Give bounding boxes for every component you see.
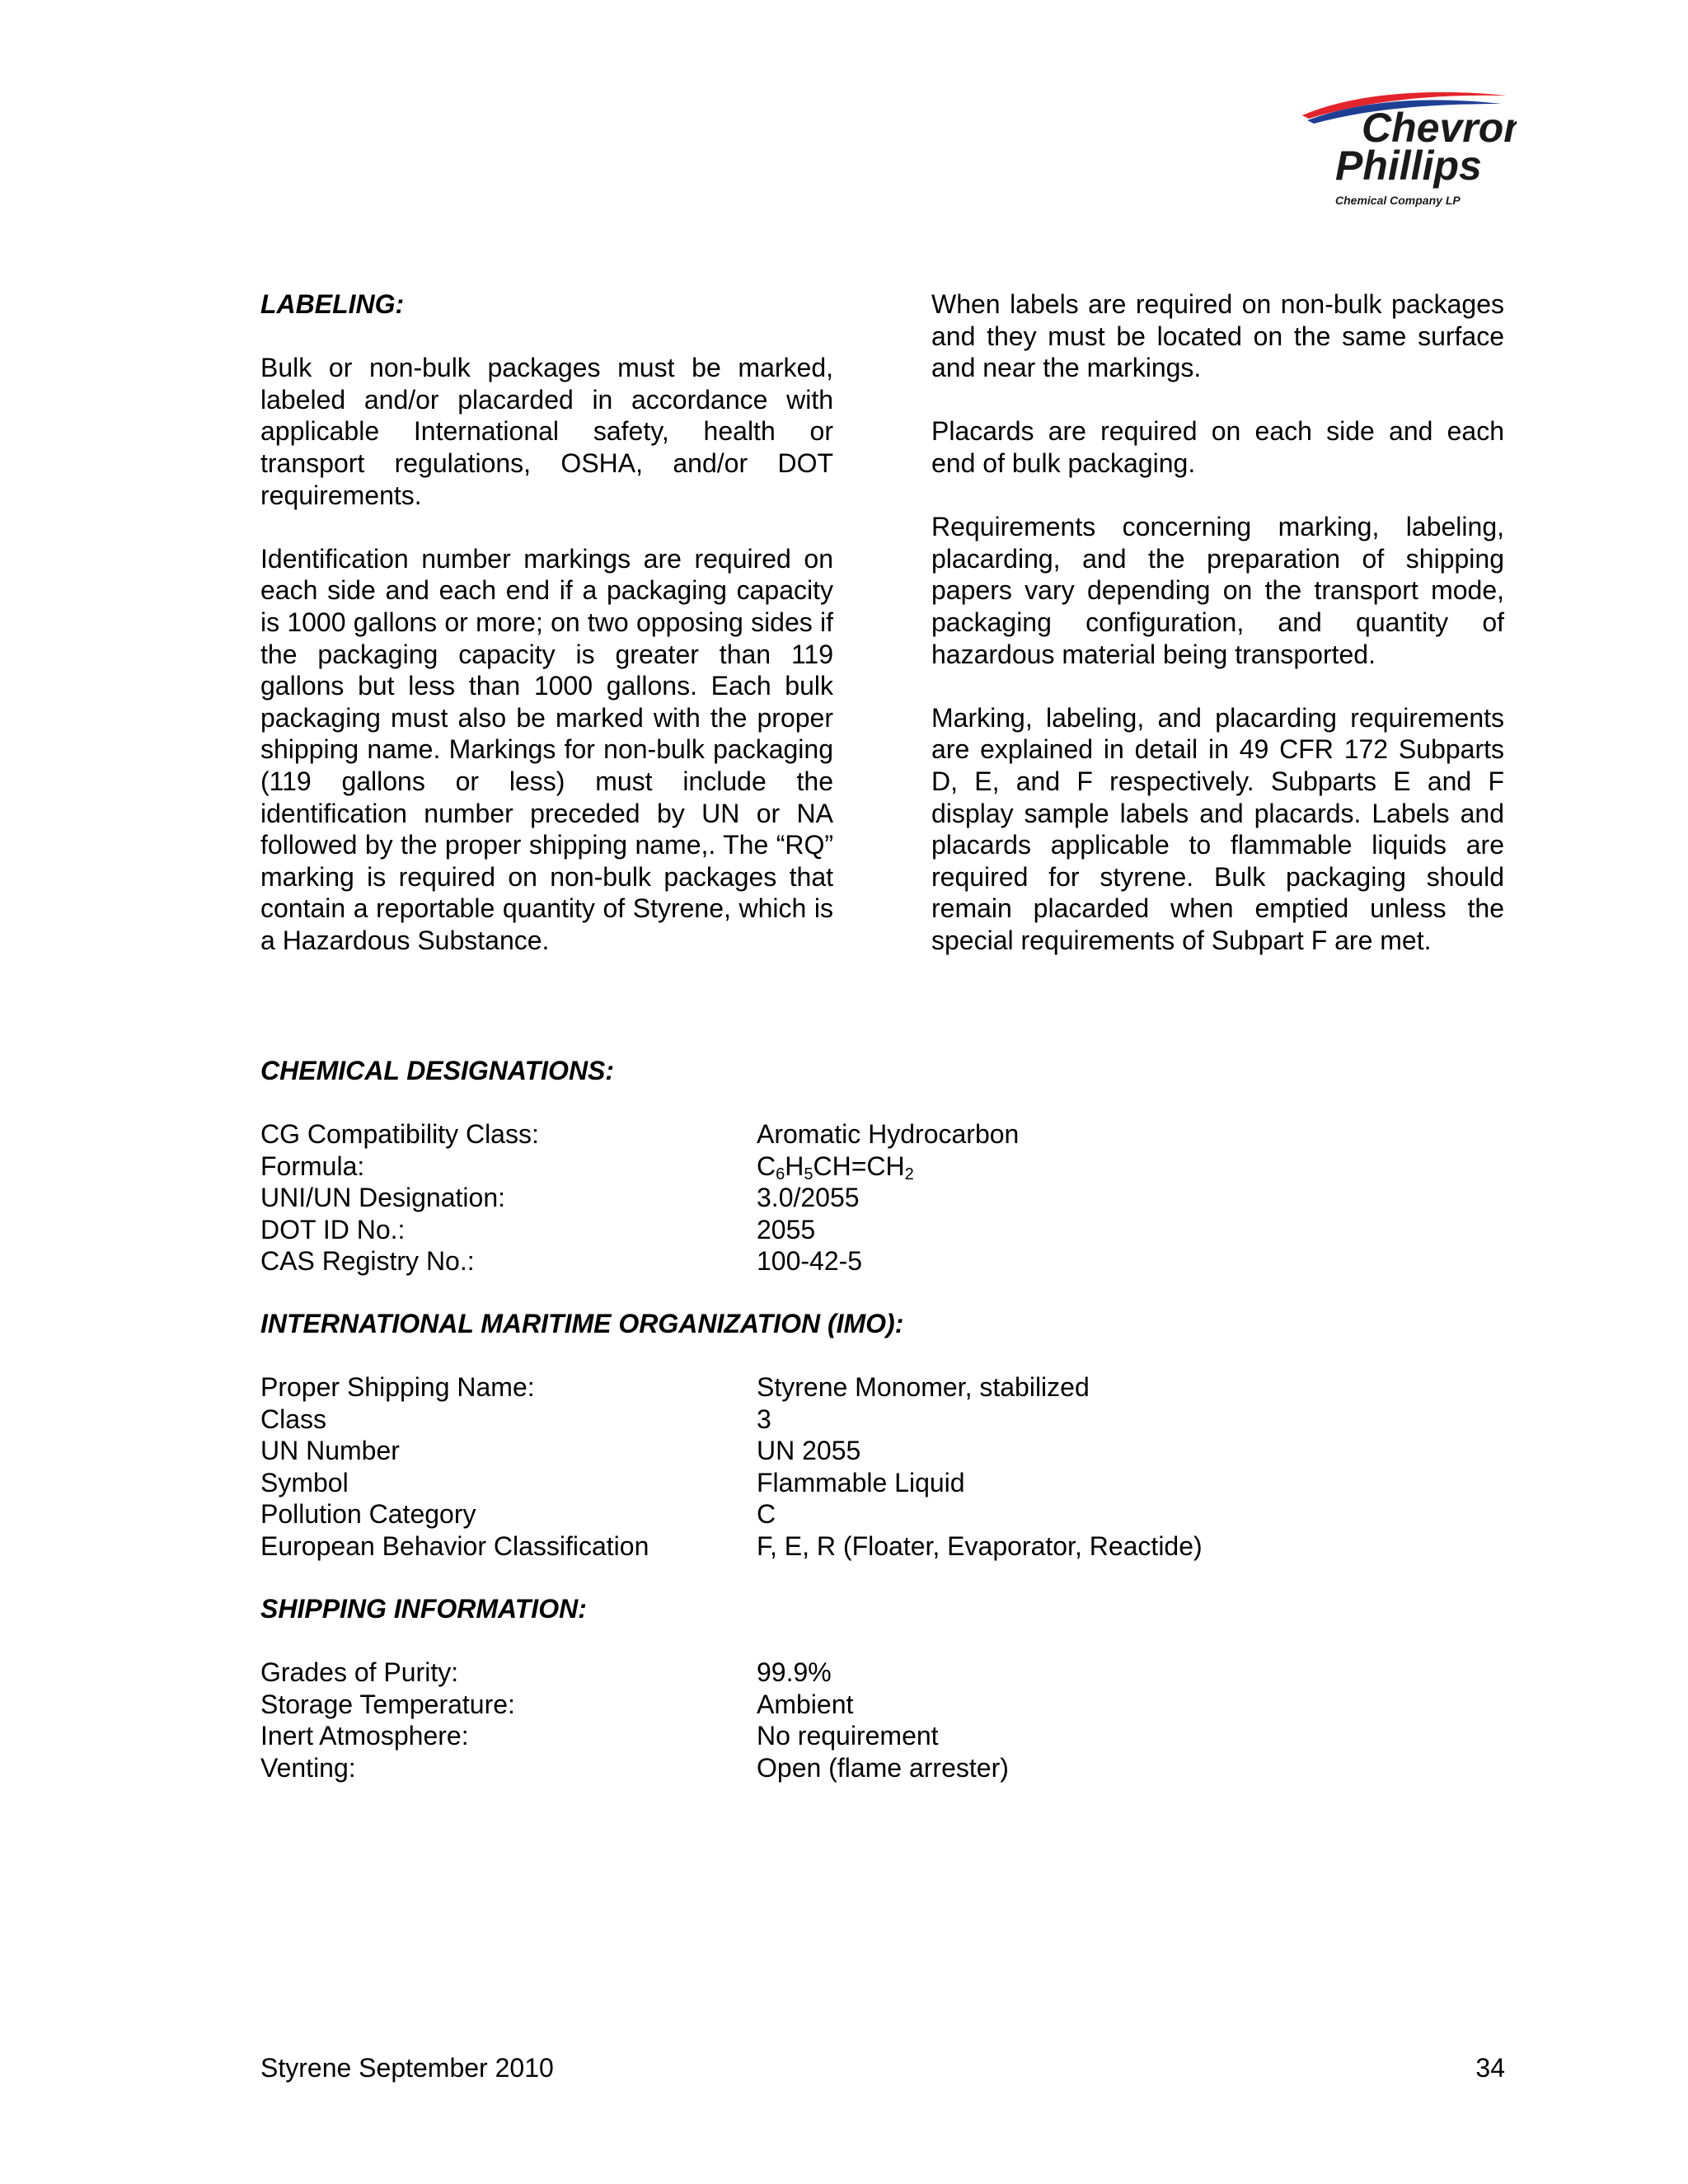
chevron-phillips-logo-graphic	[1286, 82, 1517, 214]
row-label: Pollution Category	[260, 1499, 476, 1530]
logo-line3: Chemical Company LP	[1335, 194, 1461, 207]
labeling-right-column	[931, 288, 1504, 988]
shipping-information-heading: SHIPPING INFORMATION:	[260, 1594, 587, 1624]
row-label: DOT ID No.:	[260, 1214, 406, 1244]
table-row	[260, 1752, 1497, 1784]
row-label: CG Compatibility Class:	[260, 1119, 539, 1149]
chemical-designations-heading: CHEMICAL DESIGNATIONS:	[260, 1056, 615, 1085]
table-row	[260, 1498, 1497, 1530]
row-value: C	[757, 1499, 776, 1530]
labeling-left-paragraph: Identification number markings are required on each side and each end if a packaging capacity is 1000 gallons or more; on two opposing sides if the packaging capacity is greater than 119 gallons but less than 1000 gallons. Each bulk packaging must also be marked with the proper shipping name. Markings for non-bulk packaging (119 gallons or less) must include the identification number preceded by UN or NA followed by the proper shipping name,. The “RQ” marking is required on non-bulk packages that contain a reportable quantity of Styrene, which is a Hazardous Substance.	[260, 543, 833, 955]
row-value: 2055	[757, 1214, 816, 1244]
row-label: Symbol	[260, 1467, 349, 1497]
formula-value: $C_6H_5CH=CH_2$	[757, 1151, 914, 1183]
table-row	[260, 1182, 1497, 1214]
shipping-information-table	[260, 1657, 1497, 1783]
labeling-right-paragraph: Marking, labeling, and placarding requirements are explained in detail in 49 CFR 172 Subparts D, E, and F respectively. Subparts E and F display sample labels and placards. Labels and placards applicable to flammable liquids are required for styrene. Bulk packaging should remain placarded when emptied unless the special requirements of Subpart F are met.	[931, 702, 1504, 955]
row-value: Styrene Monomer, stabilized	[757, 1372, 1090, 1402]
row-label: Class	[260, 1404, 327, 1434]
chevron-phillips-logo	[1286, 82, 1517, 214]
row-label: European Behavior Classification	[260, 1530, 649, 1561]
row-label: Storage Temperature:	[260, 1689, 515, 1719]
table-row	[260, 1689, 1497, 1721]
row-label: Formula:	[260, 1151, 365, 1181]
row-label: Grades of Purity:	[260, 1657, 459, 1687]
row-label: CAS Registry No.:	[260, 1246, 475, 1277]
table-row	[260, 1435, 1497, 1467]
table-row	[260, 1214, 1497, 1246]
labeling-left-column	[260, 288, 833, 988]
labeling-right-paragraph: Requirements concerning marking, labeling, placarding, and the preparation of shipping papers vary depending on the transport mode, packaging configuration, and quantity of hazardous material being transported.	[931, 512, 1504, 669]
labeling-right-paragraph: When labels are required on non-bulk packages and they must be located on the same surface and near the markings.	[931, 289, 1504, 383]
row-value: UN 2055	[757, 1436, 861, 1466]
row-value: Aromatic Hydrocarbon	[757, 1119, 1020, 1149]
row-label: Venting:	[260, 1752, 356, 1783]
table-row	[260, 1404, 1497, 1436]
row-label: UNI/UN Designation:	[260, 1183, 505, 1213]
row-value: 3	[757, 1404, 771, 1434]
row-value: Flammable Liquid	[757, 1467, 965, 1497]
logo-line1: Chevron	[1362, 105, 1517, 151]
labeling-left-paragraph: Bulk or non-bulk packages must be marked, labeled and/or placarded in accordance with applicable International safety, health or transport regulations, OSHA, and/or DOT requirements.	[260, 353, 833, 510]
table-row	[260, 1720, 1497, 1752]
table-row	[260, 1118, 1497, 1151]
labeling-heading: LABELING:	[260, 289, 405, 319]
footer-page-number: 34	[1475, 2053, 1505, 2083]
row-value: Ambient	[757, 1689, 854, 1719]
table-row	[260, 1245, 1497, 1277]
row-label: UN Number	[260, 1436, 400, 1466]
table-row	[260, 1371, 1497, 1404]
table-row	[260, 1530, 1497, 1563]
row-value: Open (flame arrester)	[757, 1752, 1009, 1783]
row-value: 100-42-5	[757, 1246, 863, 1277]
row-value: 3.0/2055	[757, 1183, 860, 1213]
row-label: Inert Atmosphere:	[260, 1721, 469, 1751]
table-row	[260, 1151, 1497, 1183]
table-row	[260, 1657, 1497, 1689]
chemical-designations-table	[260, 1118, 1497, 1277]
logo-line2: Phillips	[1335, 143, 1482, 189]
imo-table	[260, 1371, 1497, 1563]
footer-document-title: Styrene September 2010	[260, 2053, 554, 2083]
labeling-right-paragraph: Placards are required on each side and each end of bulk packaging.	[931, 416, 1504, 478]
table-row	[260, 1467, 1497, 1499]
row-value: F, E, R (Floater, Evaporator, Reactide)	[757, 1530, 1203, 1561]
imo-heading: INTERNATIONAL MARITIME ORGANIZATION (IMO):	[260, 1309, 904, 1338]
row-value: No requirement	[757, 1721, 939, 1751]
row-label: Proper Shipping Name:	[260, 1372, 535, 1402]
row-value: 99.9%	[757, 1657, 832, 1687]
